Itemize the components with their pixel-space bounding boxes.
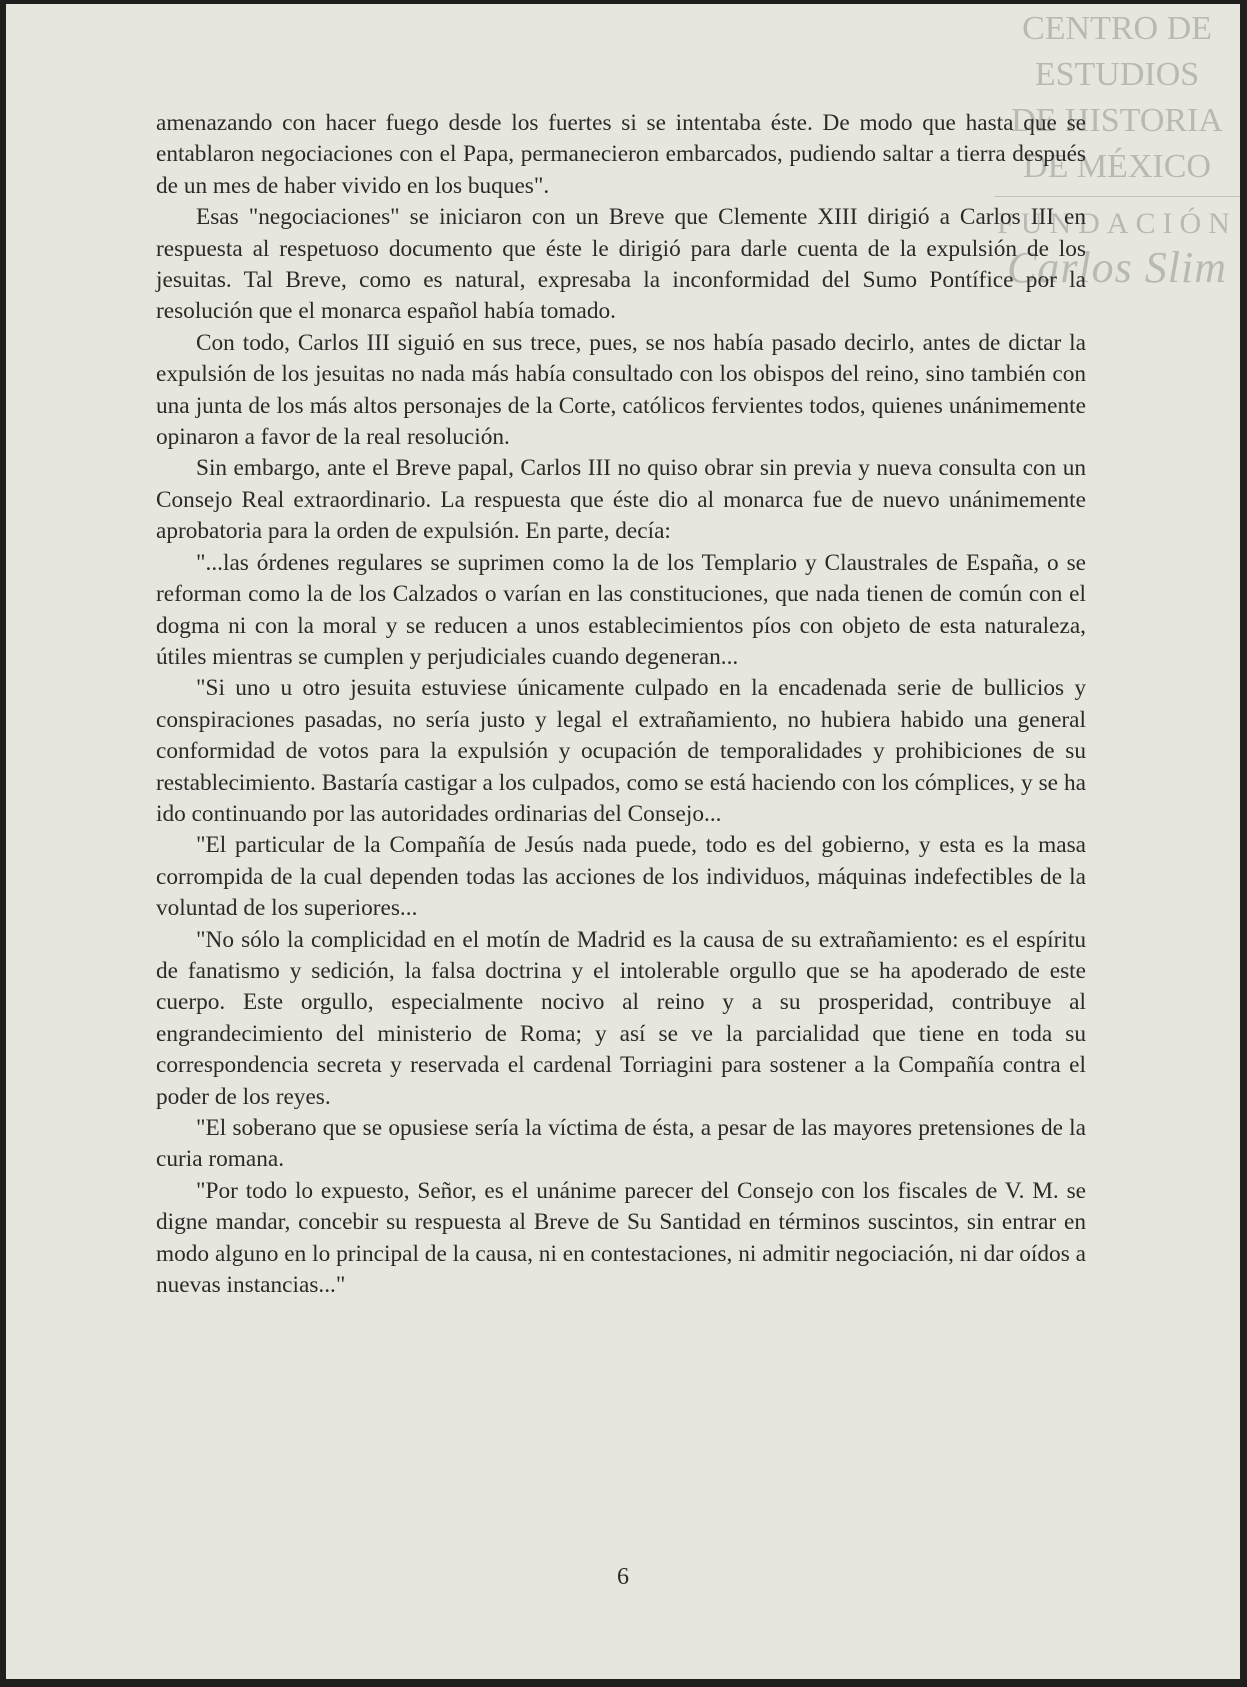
watermark-line-2: ESTUDIOS bbox=[1034, 56, 1200, 93]
watermark-signature: Carlos Slim bbox=[1006, 243, 1228, 292]
watermark-line-1: CENTRO DE bbox=[1022, 10, 1212, 47]
body-text bbox=[156, 108, 1086, 1301]
paragraph-6: "Si uno u otro jesuita estuviese únicamente culpado en la encadenada serie de bullicios y conspiraciones pasadas, no sería justo y legal el extrañamiento, no hubiera habido una general conformidad de votos para la expulsión y ocupación de temporalidades y prohibiciones de su restablecimiento. Bastaría castigar a los culpados, como se está haciendo con los cómplices, y se ha ido continuando por las autoridades ordinarias del Consejo... bbox=[156, 675, 1086, 827]
watermark-line-4: DE MÉXICO bbox=[1023, 148, 1211, 185]
scanned-page bbox=[6, 4, 1240, 1679]
paragraph-4: Sin embargo, ante el Breve papal, Carlos III no quiso obrar sin previa y nueva consulta con un Consejo Real extraordinario. La respuesta que éste dio al monarca fue de nuevo unánimemente aprobatoria para la orden de expulsión. En parte, decía: bbox=[156, 455, 1086, 545]
page-number: 6 bbox=[617, 1564, 629, 1590]
paragraph-9: "El soberano que se opusiese sería la víctima de ésta, a pesar de las mayores pretensiones de la curia romana. bbox=[156, 1115, 1086, 1173]
paragraph-8: "No sólo la complicidad en el motín de Madrid es la causa de su extrañamiento: es el espíritu de fanatismo y sedición, la falsa doctrina y el intolerable orgullo que se ha apoderado de este cuerpo. Este orgullo, especialmente nocivo al reino y a su prosperidad, contribuye al engrandecimiento del ministerio de Roma; y así se ve la parcialidad que tiene en toda su correspondencia secreta y reservada el cardenal Torriagini para sostener a la Compañía contra el poder de los reyes. bbox=[156, 926, 1086, 1110]
paragraph-10: "Por todo lo expuesto, Señor, es el unánime parecer del Consejo con los fiscales de V. M. se digne mandar, concebir su respuesta al Breve de Su Santidad en términos suscintos, sin entrar en modo alguno en lo principal de la causa, ni en contestaciones, ni admitir negociación, ni dar oídos a nuevas instancias..." bbox=[156, 1177, 1086, 1299]
paragraph-7: "El particular de la Compañía de Jesús nada puede, todo es del gobierno, y esta es la masa corrompida de la cual dependen todas las acciones de los individuos, máquinas indefectibles de la voluntad de los superiores... bbox=[156, 832, 1086, 922]
paragraph-3: Con todo, Carlos III siguió en sus trece, pues, se nos había pasado decirlo, antes de dictar la expulsión de los jesuitas no nada más había consultado con los obispos del reino, sino también con una junta de los más altos personajes de la Corte, católicos fervientes todos, quienes unánimemente opinaron a favor de la real resolución. bbox=[156, 329, 1086, 451]
watermark-line-3: DE HISTORIA bbox=[1011, 102, 1223, 139]
paragraph-1: amenazando con hacer fuego desde los fuertes si se intentaba éste. De modo que hasta que se entablaron negociaciones con el Papa, permanecieron embarcados, pudiendo saltar a tierra después de un mes de haber vivido en los buques". bbox=[156, 110, 1086, 199]
paragraph-2: Esas "negociaciones" se iniciaron con un Breve que Clemente XIII dirigió a Carlos III en respuesta al respetuoso documento que éste le dirigió para darle cuenta de la expulsión de los jesuitas. Tal Breve, como es natural, expresaba la inconformidad del Sumo Pontífice por la resolución que el monarca español había tomado. bbox=[156, 204, 1086, 325]
paragraph-5: "...las órdenes regulares se suprimen como la de los Templario y Claustrales de España, o se reforman como la de los Calzados o varían en las constituciones, que nada tienen de común con el dogma ni con la moral y se reducen a unos establecimientos píos con objeto de esta naturaleza, útiles mientras se cumplen y perjudiciales cuando degeneran... bbox=[156, 549, 1086, 670]
watermark-foundation: FUNDACIÓN bbox=[997, 207, 1237, 240]
